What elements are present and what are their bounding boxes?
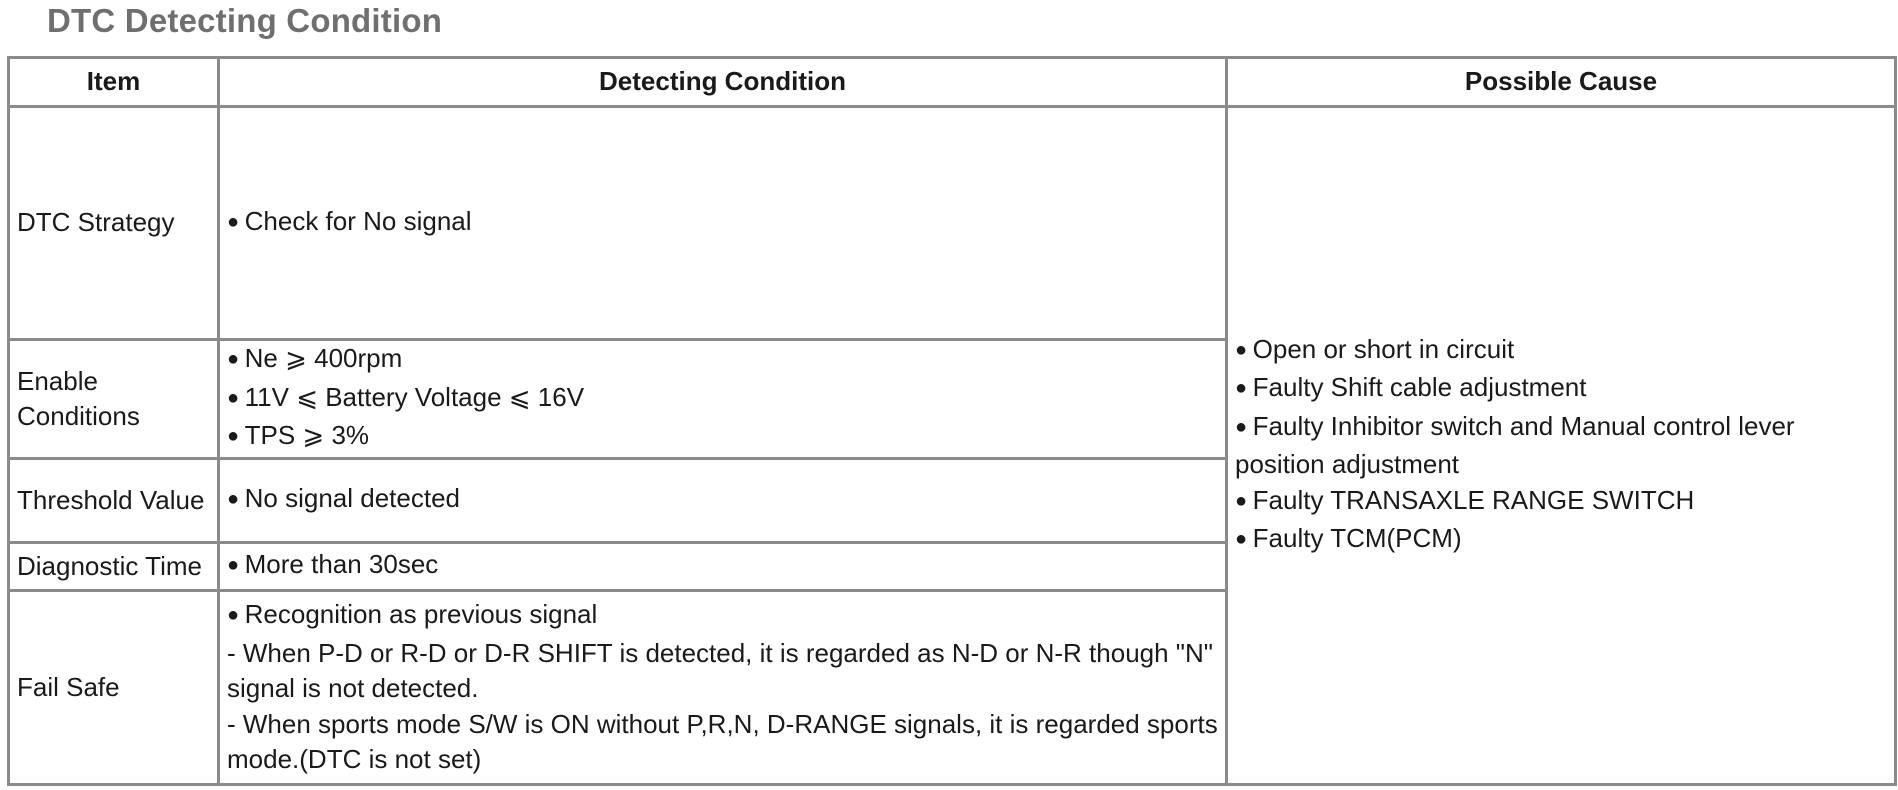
item-cell-enable-conditions (10, 341, 220, 460)
condition-line: ● TPS ⩾ 3% (227, 418, 1218, 457)
condition-cell-fail-safe (220, 592, 1228, 786)
condition-line: ● Ne ⩾ 400rpm (227, 341, 1218, 380)
cause-line: ● Faulty TRANSAXLE RANGE SWITCH (1235, 483, 1887, 522)
condition-cell-threshold-value (220, 460, 1228, 544)
item-cell-diagnostic-time (10, 544, 220, 592)
header-detecting-condition: Detecting Condition (220, 59, 1228, 108)
condition-cell-dtc-strategy (220, 108, 1228, 341)
condition-note: - When P-D or R-D or D-R SHIFT is detected, it is regarded as N-D or N-R though "N" signal is not detected. (227, 637, 1214, 704)
table-row (10, 108, 1897, 341)
table-header-row (10, 59, 1897, 108)
dtc-table (7, 56, 1897, 786)
condition-cell-enable-conditions (220, 341, 1228, 460)
item-label: Diagnostic Time (17, 550, 202, 581)
cause-line: ● Faulty TCM(PCM) (1235, 521, 1887, 560)
item-label: Threshold Value (17, 484, 205, 515)
header-possible-cause: Possible Cause (1228, 59, 1897, 108)
item-cell-dtc-strategy (10, 108, 220, 341)
item-cell-threshold-value (10, 460, 220, 544)
condition-line: ● 11V ⩽ Battery Voltage ⩽ 16V (227, 380, 1218, 419)
condition-line: ● Check for No signal (227, 204, 1218, 243)
condition-line: ● More than 30sec (227, 547, 1218, 586)
cause-line: ● Faulty Shift cable adjustment (1235, 370, 1887, 409)
item-label: DTC Strategy (17, 207, 175, 238)
item-cell-fail-safe (10, 592, 220, 786)
condition-line: ● Recognition as previous signal (227, 597, 1218, 636)
condition-cell-diagnostic-time (220, 544, 1228, 592)
header-item: Item (10, 59, 220, 108)
item-label: Enable Conditions (17, 365, 140, 431)
cause-line: ● Open or short in circuit (1235, 332, 1887, 371)
item-label: Fail Safe (17, 671, 120, 702)
condition-line: ● No signal detected (227, 481, 1218, 520)
condition-note: - When sports mode S/W is ON without P,R,N, D-RANGE signals, it is regarded sports mode.(DTC is not set) (227, 708, 1218, 775)
possible-cause-cell (1228, 108, 1897, 786)
cause-line: ● Faulty Inhibitor switch and Manual control lever position adjustment (1235, 409, 1887, 483)
page-title: DTC Detecting Condition (47, 2, 443, 39)
